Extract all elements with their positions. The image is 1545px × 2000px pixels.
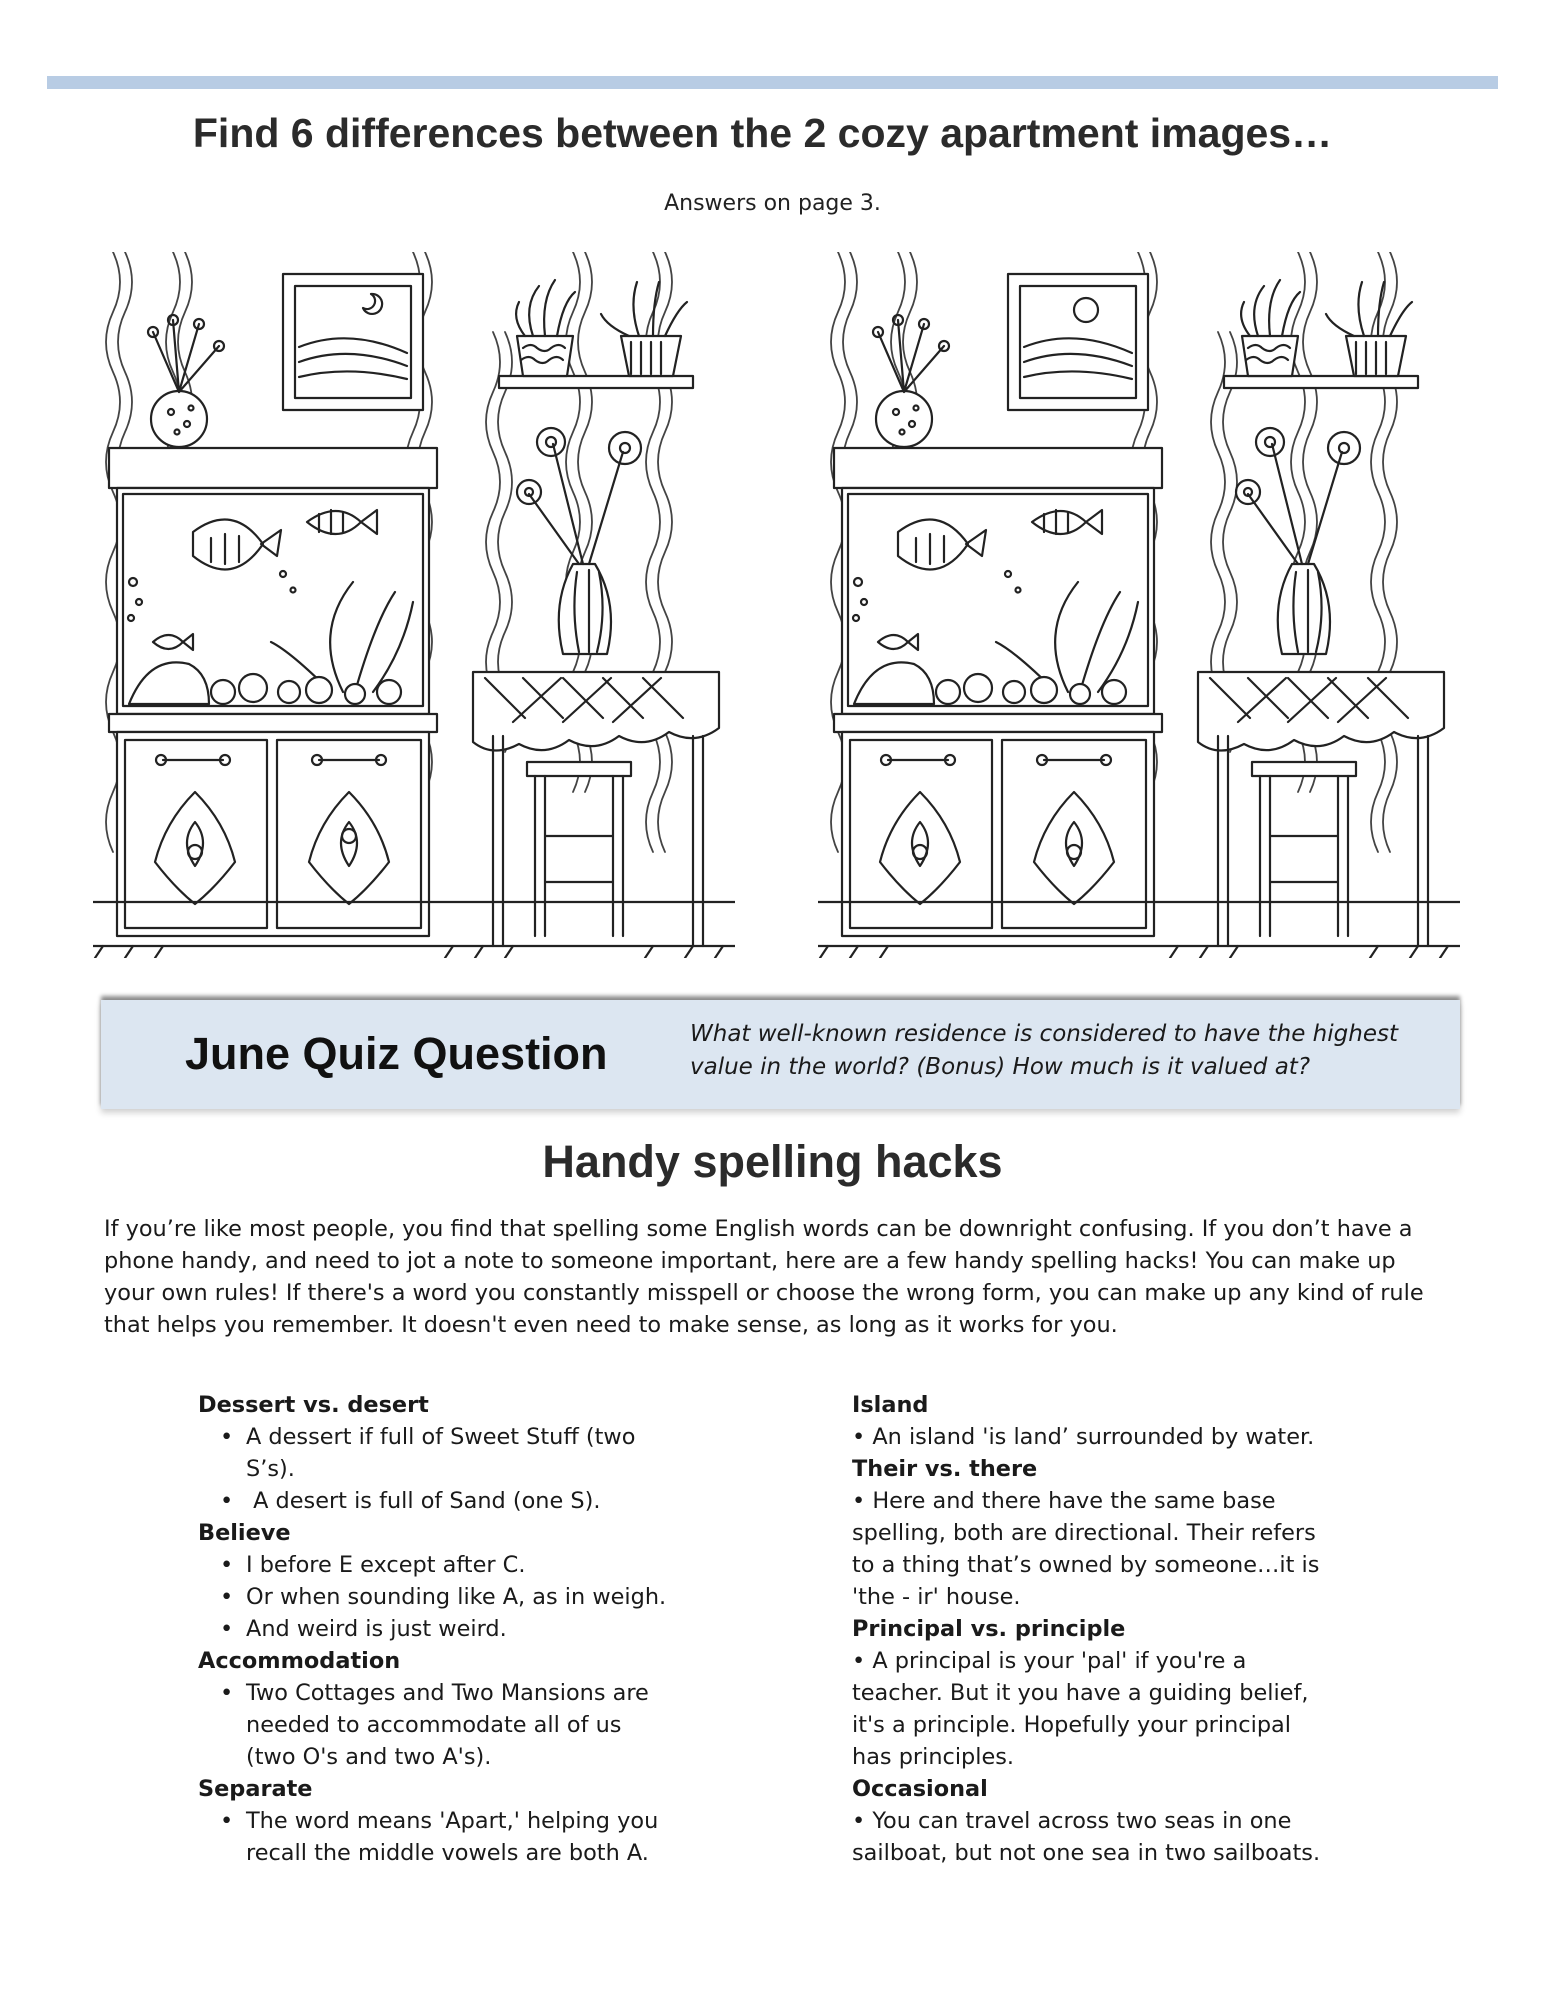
intro-line: your own rules! If there's a word you constantly misspell or choose the wrong form, you can make up any kind of rule: [104, 1280, 1424, 1306]
quiz-question-box: [101, 1000, 1460, 1109]
tips-left-column: [198, 1389, 718, 1869]
tip-heading: Island: [852, 1392, 929, 1418]
tip-bullet: [246, 1549, 718, 1581]
tip-line: • You can travel across two seas in one: [852, 1808, 1292, 1834]
apartment-image-right: [818, 252, 1460, 958]
tip-line: • Or when sounding like A, as in weigh.: [246, 1584, 667, 1610]
tip-bullet: [246, 1485, 718, 1517]
quiz-question-line: value in the world? (Bonus) How much is it valued at?: [690, 1054, 1311, 1080]
tip-line: • A desert is full of Sand (one S).: [246, 1488, 601, 1514]
tip-heading: Accommodation: [198, 1648, 401, 1674]
tip-line: sailboat, but not one sea in two sailboats.: [852, 1840, 1321, 1866]
tip-bullet: [246, 1677, 718, 1773]
intro-line: If you’re like most people, you find that spelling some English words can be downright confusing. If you don’t have a: [104, 1216, 1413, 1242]
tip-line: • The word means 'Apart,' helping you: [246, 1808, 659, 1834]
tip-line: has principles.: [852, 1744, 1015, 1770]
tip-line: teacher. But it you have a guiding belief,: [852, 1680, 1309, 1706]
tip-line: 'the - ir' house.: [852, 1584, 1021, 1610]
tip-list: [198, 1421, 718, 1517]
tip-line: S’s).: [246, 1456, 295, 1482]
tip-list: [198, 1549, 718, 1645]
tip-bullet: [246, 1421, 718, 1485]
tip-line: • Two Cottages and Two Mansions are: [246, 1680, 649, 1706]
tip-list: [198, 1805, 718, 1869]
quiz-question-line: What well-known residence is considered to have the highest: [690, 1021, 1398, 1047]
apartment-image-left: [93, 252, 735, 958]
tip-heading: Principal vs. principle: [852, 1616, 1126, 1642]
tip-line: • And weird is just weird.: [246, 1616, 507, 1642]
tip-heading: Dessert vs. desert: [198, 1392, 429, 1418]
tip-line: • I before E except after C.: [246, 1552, 526, 1578]
tip-list: [198, 1677, 718, 1773]
answers-note: Answers on page 3.: [664, 191, 881, 216]
tip-bullet: [246, 1613, 718, 1645]
tip-line: (two O's and two A's).: [246, 1744, 492, 1770]
tip-line: needed to accommodate all of us: [246, 1712, 622, 1738]
tip-line: • An island 'is land’ surrounded by water.: [852, 1424, 1315, 1450]
tip-line: to a thing that’s owned by someone…it is: [852, 1552, 1320, 1578]
tip-line: • Here and there have the same base: [852, 1488, 1276, 1514]
quiz-question-text: [690, 1018, 1430, 1084]
tip-line: • A principal is your 'pal' if you're a: [852, 1648, 1247, 1674]
tip-bullet: [246, 1581, 718, 1613]
tip-heading: Their vs. there: [852, 1456, 1038, 1482]
intro-paragraph: [104, 1213, 1484, 1341]
tip-heading: Separate: [198, 1776, 313, 1802]
tip-line: recall the middle vowels are both A.: [246, 1840, 649, 1866]
tips-right-column: [852, 1389, 1352, 1869]
quiz-title: June Quiz Question: [185, 1028, 608, 1079]
tip-line: spelling, both are directional. Their refers: [852, 1520, 1316, 1546]
tip-bullet: [246, 1805, 718, 1869]
section-title: Handy spelling hacks: [542, 1136, 1003, 1187]
top-divider-bar: [47, 76, 1498, 89]
tip-heading: Occasional: [852, 1776, 988, 1802]
tip-line: • A dessert if full of Sweet Stuff (two: [246, 1424, 636, 1450]
intro-line: that helps you remember. It doesn't even need to make sense, as long as it works for you.: [104, 1312, 1118, 1338]
tip-line: it's a principle. Hopefully your principal: [852, 1712, 1291, 1738]
tip-heading: Believe: [198, 1520, 291, 1546]
page-title: Find 6 differences between the 2 cozy apartment images…: [192, 110, 1333, 156]
intro-line: phone handy, and need to jot a note to someone important, here are a few handy spelling hacks! You can make up: [104, 1248, 1396, 1274]
